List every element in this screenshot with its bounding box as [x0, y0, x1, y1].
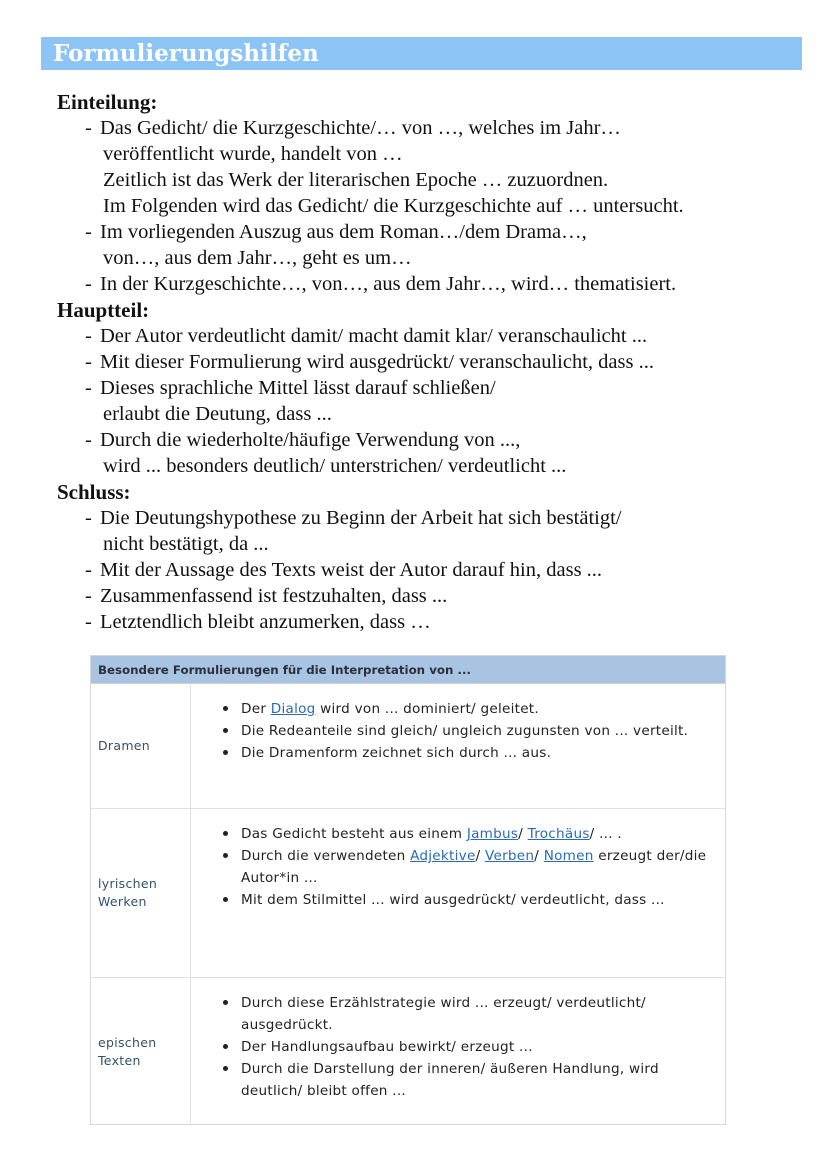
table-row	[91, 684, 725, 809]
list-item-line: Die Deutungshypothese zu Beginn der Arbeit hat sich bestätigt/	[100, 507, 622, 529]
bullet-text: /	[518, 826, 528, 842]
section-heading: Einteilung:	[57, 90, 158, 114]
bullet-text: Das Gedicht besteht aus einem	[241, 826, 467, 842]
list-item-line: In der Kurzgeschichte…, von…, aus dem Jahr…, wird… thematisiert.	[100, 273, 677, 295]
list-item	[57, 219, 797, 271]
list-item-line: Zeitlich ist das Werk der literarischen Epoche … zuzuordnen.	[103, 169, 609, 191]
list-item-line: nicht bestätigt, da ...	[103, 533, 269, 555]
dash-marker: -	[85, 117, 92, 139]
bullet-text: Mit dem Stilmittel ... wird ausgedrückt/ verdeutlicht, dass ...	[241, 892, 665, 908]
bullet-text: Der	[241, 701, 271, 717]
list-item-line: erlaubt die Deutung, dass ...	[103, 403, 332, 425]
table-category-label: epischen Texten	[98, 1034, 157, 1068]
bullet-text: Der Handlungsaufbau bewirkt/ erzeugt ...	[241, 1039, 533, 1055]
table-category	[91, 978, 191, 1125]
table-items-cell	[191, 684, 725, 808]
bullet-item	[241, 698, 725, 720]
list-item	[57, 323, 797, 349]
term-link[interactable]: Verben	[484, 848, 535, 864]
term-link[interactable]: Dialog	[270, 701, 316, 717]
interpretation-table	[90, 655, 726, 1125]
list-item-line: Das Gedicht/ die Kurzgeschichte/… von …, welches im Jahr…	[100, 117, 621, 139]
list-item	[57, 115, 797, 219]
list-item	[57, 271, 797, 297]
title-bar	[41, 37, 802, 70]
list-item-line: Im Folgenden wird das Gedicht/ die Kurzgeschichte auf … untersucht.	[103, 195, 684, 217]
list-item-line: Mit der Aussage des Texts weist der Autor darauf hin, dass ...	[100, 559, 603, 581]
dash-marker: -	[85, 507, 92, 529]
bullet-text: /	[534, 848, 544, 864]
list-item-line: Letztendlich bleibt anzumerken, dass …	[100, 611, 431, 633]
dash-marker: -	[85, 429, 92, 451]
list-item-line: Mit dieser Formulierung wird ausgedrückt/ veranschaulicht, dass ...	[100, 351, 654, 373]
list-item	[57, 505, 797, 557]
list-item	[57, 583, 797, 609]
list-item-line: wird ... besonders deutlich/ unterstrichen/ verdeutlicht ...	[103, 455, 567, 477]
table-header: Besondere Formulierungen für die Interpretation von ...	[91, 656, 725, 684]
bullet-item	[241, 845, 725, 889]
bullet-item	[241, 742, 725, 764]
bullet-text: Durch die verwendeten	[241, 848, 411, 864]
dash-marker: -	[85, 611, 92, 633]
list-item-line: Im vorliegenden Auszug aus dem Roman…/dem Drama…,	[100, 221, 587, 243]
bullet-item	[241, 1036, 725, 1058]
bullet-text: Durch diese Erzählstrategie wird ... erzeugt/ verdeutlicht/ ausgedrückt.	[241, 995, 646, 1033]
bullet-item	[241, 992, 725, 1036]
table-items-cell	[191, 978, 725, 1125]
dash-marker: -	[85, 221, 92, 243]
page-title: Formulierungshilfen	[53, 40, 319, 67]
bullet-item	[241, 889, 725, 911]
term-link[interactable]: Trochäus	[527, 826, 590, 842]
list-item-line: Der Autor verdeutlicht damit/ macht damit klar/ veranschaulicht ...	[100, 325, 648, 347]
section-heading: Hauptteil:	[57, 298, 150, 322]
table-row	[91, 978, 725, 1125]
list-item	[57, 609, 797, 635]
dash-marker: -	[85, 273, 92, 295]
dash-marker: -	[85, 325, 92, 347]
list-item-line: Dieses sprachliche Mittel lässt darauf schließen/	[100, 377, 496, 399]
table-row	[91, 809, 725, 978]
dash-marker: -	[85, 351, 92, 373]
term-link[interactable]: Nomen	[543, 848, 594, 864]
list-item	[57, 375, 797, 427]
bullet-text: Die Dramenform zeichnet sich durch ... aus.	[241, 745, 552, 761]
dash-marker: -	[85, 585, 92, 607]
bullet-item	[241, 823, 725, 845]
document-body	[57, 89, 797, 635]
table-category	[91, 809, 191, 977]
list-item-line: von…, aus dem Jahr…, geht es um…	[103, 247, 412, 269]
term-link[interactable]: Jambus	[466, 826, 519, 842]
table-category-label: lyrischen Werken	[98, 876, 158, 909]
list-item	[57, 427, 797, 479]
bullet-list	[191, 698, 725, 764]
list-item	[57, 557, 797, 583]
bullet-item	[241, 720, 725, 742]
table-items-cell	[191, 809, 725, 977]
bullet-text: Durch die Darstellung der inneren/ äußeren Handlung, wird deutlich/ bleibt offen ...	[241, 1061, 659, 1099]
bullet-text: erzeugt der/die Autor*in ...	[241, 848, 707, 886]
list-item-line: Durch die wiederholte/häufige Verwendung von ...,	[100, 429, 521, 451]
term-link[interactable]: Adjektive	[410, 848, 476, 864]
bullet-text: /	[475, 848, 485, 864]
bullet-item	[241, 1058, 725, 1102]
list-item-line: veröffentlicht wurde, handelt von …	[103, 143, 403, 165]
list-item	[57, 349, 797, 375]
bullet-text: Die Redeanteile sind gleich/ ungleich zugunsten von ... verteilt.	[241, 723, 689, 739]
table-category	[91, 684, 191, 808]
dash-marker: -	[85, 559, 92, 581]
bullet-text: wird von ... dominiert/ geleitet.	[315, 701, 539, 717]
bullet-list	[191, 823, 725, 911]
list-item-line: Zusammenfassend ist festzuhalten, dass ...	[100, 585, 448, 607]
dash-marker: -	[85, 377, 92, 399]
section-heading: Schluss:	[57, 480, 131, 504]
bullet-list	[191, 992, 725, 1102]
bullet-text: / ... .	[589, 826, 622, 842]
table-category-label: Dramen	[98, 738, 151, 753]
table-body	[91, 684, 725, 1125]
